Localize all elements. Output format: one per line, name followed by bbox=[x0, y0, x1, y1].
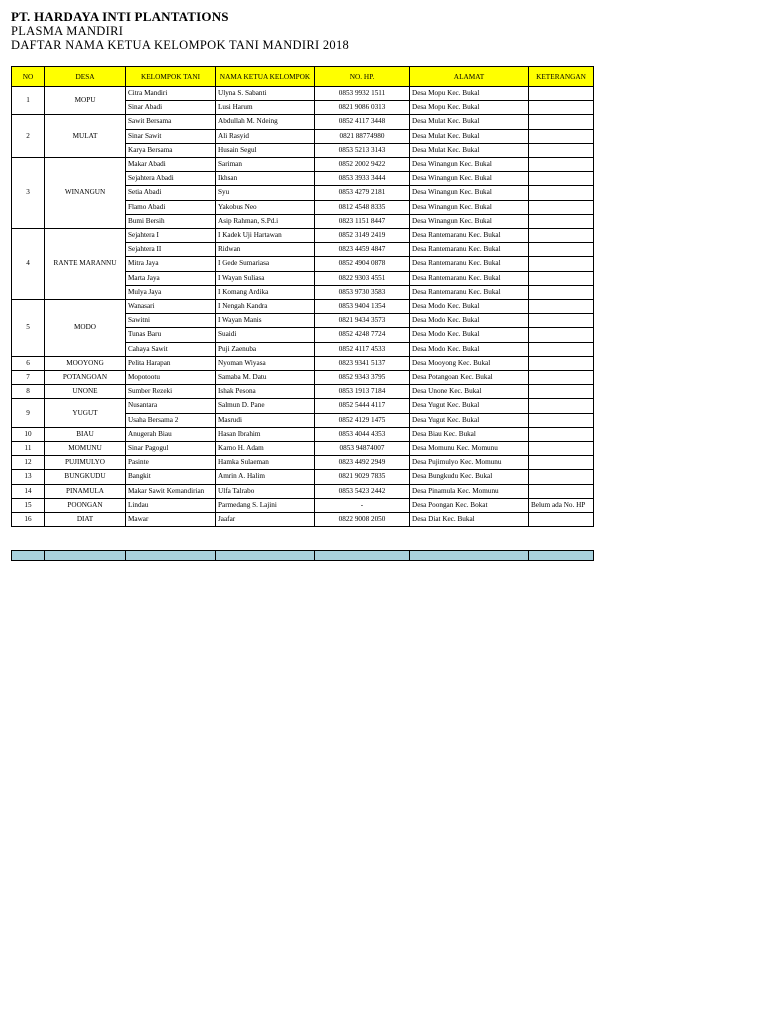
cell-alamat[interactable]: Desa Diat Kec. Bukal bbox=[410, 513, 529, 527]
cell-no[interactable]: 11 bbox=[12, 442, 45, 456]
cell-hp[interactable]: 0853 1913 7184 bbox=[315, 385, 410, 399]
cell-ketua[interactable]: Yakobus Neo bbox=[216, 200, 315, 214]
cell-keterangan[interactable] bbox=[529, 87, 594, 101]
cell-keterangan[interactable] bbox=[529, 129, 594, 143]
cell-keterangan[interactable] bbox=[529, 314, 594, 328]
cell-alamat[interactable]: Desa Winangun Kec. Bukal bbox=[410, 186, 529, 200]
cell-kelompok[interactable]: Mitra Jaya bbox=[126, 257, 216, 271]
cell-ketua[interactable]: Ikhsan bbox=[216, 172, 315, 186]
cell-kelompok[interactable]: Sejahtera II bbox=[126, 243, 216, 257]
cell-alamat[interactable]: Desa Pujimulyo Kec. Momunu bbox=[410, 456, 529, 470]
cell-alamat[interactable]: Desa Mopu Kec. Bukal bbox=[410, 87, 529, 101]
cell-keterangan[interactable] bbox=[529, 300, 594, 314]
cell-keterangan[interactable] bbox=[529, 456, 594, 470]
table-row bbox=[12, 158, 594, 172]
cell-alamat[interactable]: Desa Modo Kec. Bukal bbox=[410, 300, 529, 314]
cell-hp[interactable]: 0823 1151 8447 bbox=[315, 214, 410, 228]
cell-ketua[interactable]: Puji Zaenuba bbox=[216, 342, 315, 356]
cell-desa[interactable]: PUJIMULYO bbox=[45, 456, 126, 470]
footer-cell[interactable] bbox=[529, 551, 594, 561]
cell-hp[interactable]: 0853 5423 2442 bbox=[315, 484, 410, 498]
table-row bbox=[12, 115, 594, 129]
cell-alamat[interactable]: Desa Yugut Kec. Bukal bbox=[410, 413, 529, 427]
col-header-kelompok[interactable]: KELOMPOK TANI bbox=[126, 67, 216, 87]
cell-ketua[interactable]: Ishak Pesona bbox=[216, 385, 315, 399]
cell-kelompok[interactable]: Pasinte bbox=[126, 456, 216, 470]
footer-cell[interactable] bbox=[410, 551, 529, 561]
cell-no[interactable]: 10 bbox=[12, 427, 45, 441]
table-row bbox=[12, 399, 594, 413]
cell-kelompok[interactable]: Mawar bbox=[126, 513, 216, 527]
footer-cell[interactable] bbox=[45, 551, 126, 561]
cell-alamat[interactable]: Desa Rantemaranu Kec. Bukal bbox=[410, 257, 529, 271]
cell-keterangan[interactable] bbox=[529, 342, 594, 356]
cell-keterangan[interactable] bbox=[529, 371, 594, 385]
cell-kelompok[interactable]: Sinar Pagogul bbox=[126, 442, 216, 456]
cell-hp[interactable]: 0852 3149 2419 bbox=[315, 229, 410, 243]
cell-kelompok[interactable]: Marta Jaya bbox=[126, 271, 216, 285]
cell-alamat[interactable]: Desa Mulat Kec. Bukal bbox=[410, 115, 529, 129]
cell-keterangan[interactable] bbox=[529, 143, 594, 157]
cell-kelompok[interactable]: Sinar Abadi bbox=[126, 101, 216, 115]
cell-ketua[interactable]: Hamka Sulaeman bbox=[216, 456, 315, 470]
cell-no[interactable]: 13 bbox=[12, 470, 45, 484]
cell-hp[interactable]: 0852 5444 4117 bbox=[315, 399, 410, 413]
cell-desa[interactable]: DIAT bbox=[45, 513, 126, 527]
table-row bbox=[12, 300, 594, 314]
cell-no[interactable]: 7 bbox=[12, 371, 45, 385]
cell-ketua[interactable]: Suaidi bbox=[216, 328, 315, 342]
cell-keterangan[interactable] bbox=[529, 356, 594, 370]
cell-keterangan[interactable] bbox=[529, 513, 594, 527]
cell-no[interactable]: 5 bbox=[12, 300, 45, 357]
col-header-alamat[interactable]: ALAMAT bbox=[410, 67, 529, 87]
cell-hp[interactable]: 0821 9029 7835 bbox=[315, 470, 410, 484]
cell-kelompok[interactable]: Cahaya Sawit bbox=[126, 342, 216, 356]
cell-alamat[interactable]: Desa Mulat Kec. Bukal bbox=[410, 143, 529, 157]
cell-kelompok[interactable]: Wanasari bbox=[126, 300, 216, 314]
cell-no[interactable]: 8 bbox=[12, 385, 45, 399]
cell-hp[interactable]: 0852 9343 3795 bbox=[315, 371, 410, 385]
table-row bbox=[12, 229, 594, 243]
table-body bbox=[12, 87, 594, 527]
cell-kelompok[interactable]: Usaha Bersama 2 bbox=[126, 413, 216, 427]
cell-alamat[interactable]: Desa Modo Kec. Bukal bbox=[410, 314, 529, 328]
cell-alamat[interactable]: Desa Rantemaranu Kec. Bukal bbox=[410, 271, 529, 285]
cell-alamat[interactable]: Desa Winangun Kec. Bukal bbox=[410, 214, 529, 228]
cell-no[interactable]: 16 bbox=[12, 513, 45, 527]
cell-kelompok[interactable]: Mulya Jaya bbox=[126, 285, 216, 299]
cell-kelompok[interactable]: Bumi Bersih bbox=[126, 214, 216, 228]
cell-ketua[interactable]: Ali Rasyid bbox=[216, 129, 315, 143]
cell-desa[interactable]: PINAMULA bbox=[45, 484, 126, 498]
cell-no[interactable]: 2 bbox=[12, 115, 45, 158]
table-row bbox=[12, 427, 594, 441]
cell-alamat[interactable]: Desa Rantemaranu Kec. Bukal bbox=[410, 243, 529, 257]
cell-ketua[interactable]: Ridwan bbox=[216, 243, 315, 257]
cell-alamat[interactable]: Desa Modo Kec. Bukal bbox=[410, 342, 529, 356]
cell-hp[interactable]: 0823 9341 5137 bbox=[315, 356, 410, 370]
cell-keterangan[interactable] bbox=[529, 328, 594, 342]
table-row bbox=[12, 513, 594, 527]
cell-no[interactable]: 6 bbox=[12, 356, 45, 370]
cell-desa[interactable]: YUGUT bbox=[45, 399, 126, 427]
cell-keterangan[interactable] bbox=[529, 243, 594, 257]
cell-ketua[interactable]: I Komang Ardika bbox=[216, 285, 315, 299]
cell-desa[interactable]: MOOYONG bbox=[45, 356, 126, 370]
cell-kelompok[interactable]: Flamo Abadi bbox=[126, 200, 216, 214]
cell-ketua[interactable]: Masrudi bbox=[216, 413, 315, 427]
cell-hp[interactable]: 0852 4117 4533 bbox=[315, 342, 410, 356]
table-row bbox=[12, 498, 594, 512]
cell-keterangan[interactable] bbox=[529, 442, 594, 456]
cell-alamat[interactable]: Desa Winangun Kec. Bukal bbox=[410, 200, 529, 214]
cell-ketua[interactable]: Abdullah M. Ndeing bbox=[216, 115, 315, 129]
cell-keterangan[interactable] bbox=[529, 470, 594, 484]
cell-keterangan[interactable]: Belum ada No. HP bbox=[529, 498, 594, 512]
col-header-ketua[interactable]: NAMA KETUA KELOMPOK bbox=[216, 67, 315, 87]
cell-ketua[interactable]: Syu bbox=[216, 186, 315, 200]
cell-kelompok[interactable]: Makar Abadi bbox=[126, 158, 216, 172]
cell-hp[interactable]: 0821 9086 0313 bbox=[315, 101, 410, 115]
cell-kelompok[interactable]: Anugerah Biau bbox=[126, 427, 216, 441]
cell-ketua[interactable]: Ulfa Talrabo bbox=[216, 484, 315, 498]
cell-keterangan[interactable] bbox=[529, 399, 594, 413]
cell-kelompok[interactable]: Sawit Bersama bbox=[126, 115, 216, 129]
table-row bbox=[12, 385, 594, 399]
cell-alamat[interactable]: Desa Mooyong Kec. Bukal bbox=[410, 356, 529, 370]
cell-kelompok[interactable]: Setia Abadi bbox=[126, 186, 216, 200]
cell-no[interactable]: 3 bbox=[12, 158, 45, 229]
cell-no[interactable]: 12 bbox=[12, 456, 45, 470]
cell-ketua[interactable]: Salmun D. Pane bbox=[216, 399, 315, 413]
farmer-group-table bbox=[11, 66, 594, 527]
cell-desa[interactable]: MOMUNU bbox=[45, 442, 126, 456]
cell-no[interactable]: 15 bbox=[12, 498, 45, 512]
cell-ketua[interactable]: Amrin A. Halim bbox=[216, 470, 315, 484]
cell-alamat[interactable]: Desa Mopu Kec. Bukal bbox=[410, 101, 529, 115]
cell-keterangan[interactable] bbox=[529, 200, 594, 214]
footer-cell[interactable] bbox=[216, 551, 315, 561]
cell-desa[interactable]: POONGAN bbox=[45, 498, 126, 512]
cell-kelompok[interactable]: Sejahtera I bbox=[126, 229, 216, 243]
col-header-desa[interactable]: DESA bbox=[45, 67, 126, 87]
empty-footer-row bbox=[11, 550, 594, 561]
cell-keterangan[interactable] bbox=[529, 101, 594, 115]
cell-hp[interactable]: 0853 9730 3583 bbox=[315, 285, 410, 299]
cell-alamat[interactable]: Desa Winangun Kec. Bukal bbox=[410, 158, 529, 172]
cell-ketua[interactable]: Asip Rahman, S.Pd.i bbox=[216, 214, 315, 228]
cell-keterangan[interactable] bbox=[529, 158, 594, 172]
cell-hp[interactable]: 0853 4279 2181 bbox=[315, 186, 410, 200]
document-title: DAFTAR NAMA KETUA KELOMPOK TANI MANDIRI 2018 bbox=[11, 38, 350, 52]
document-header bbox=[11, 9, 349, 52]
cell-hp[interactable]: - bbox=[315, 498, 410, 512]
cell-desa[interactable]: UNONE bbox=[45, 385, 126, 399]
cell-hp[interactable]: 0853 4044 4353 bbox=[315, 427, 410, 441]
cell-hp[interactable]: 0853 9932 1511 bbox=[315, 87, 410, 101]
col-header-no[interactable]: NO bbox=[12, 67, 45, 87]
cell-keterangan[interactable] bbox=[529, 271, 594, 285]
col-header-keterangan[interactable]: KETERANGAN bbox=[529, 67, 594, 87]
table-row bbox=[12, 442, 594, 456]
cell-hp[interactable]: 0853 9404 1354 bbox=[315, 300, 410, 314]
cell-kelompok[interactable]: Karya Bersama bbox=[126, 143, 216, 157]
cell-hp[interactable]: 0852 4129 1475 bbox=[315, 413, 410, 427]
cell-alamat[interactable]: Desa Yugut Kec. Bukal bbox=[410, 399, 529, 413]
cell-keterangan[interactable] bbox=[529, 214, 594, 228]
cell-keterangan[interactable] bbox=[529, 115, 594, 129]
cell-ketua[interactable]: Samaba M. Datu bbox=[216, 371, 315, 385]
cell-desa[interactable]: BIAU bbox=[45, 427, 126, 441]
cell-alamat[interactable]: Desa Poongan Kec. Bokat bbox=[410, 498, 529, 512]
cell-alamat[interactable]: Desa Rantemaranu Kec. Bukal bbox=[410, 229, 529, 243]
cell-hp[interactable]: 0822 9008 2050 bbox=[315, 513, 410, 527]
cell-ketua[interactable]: I Nengah Kandra bbox=[216, 300, 315, 314]
cell-hp[interactable]: 0852 4904 0878 bbox=[315, 257, 410, 271]
cell-keterangan[interactable] bbox=[529, 484, 594, 498]
cell-ketua[interactable]: Lusi Harum bbox=[216, 101, 315, 115]
cell-keterangan[interactable] bbox=[529, 413, 594, 427]
cell-ketua[interactable]: I Wayan Suliasa bbox=[216, 271, 315, 285]
cell-hp[interactable]: 0821 9434 3573 bbox=[315, 314, 410, 328]
footer-cell[interactable] bbox=[126, 551, 216, 561]
cell-hp[interactable]: 0812 4548 8335 bbox=[315, 200, 410, 214]
cell-desa[interactable]: MODO bbox=[45, 300, 126, 357]
cell-ketua[interactable]: I Kadek Uji Hartawan bbox=[216, 229, 315, 243]
footer-cell[interactable] bbox=[315, 551, 410, 561]
cell-ketua[interactable]: Hasan Ibrahim bbox=[216, 427, 315, 441]
cell-ketua[interactable]: Nyoman Wiyasa bbox=[216, 356, 315, 370]
cell-hp[interactable]: 0852 4248 7724 bbox=[315, 328, 410, 342]
company-name: PT. HARDAYA INTI PLANTATIONS bbox=[11, 9, 229, 24]
cell-alamat[interactable]: Desa Momunu Kec. Momunu bbox=[410, 442, 529, 456]
cell-kelompok[interactable]: Pelita Harapan bbox=[126, 356, 216, 370]
table-header-row bbox=[12, 67, 594, 87]
unit-name: PLASMA MANDIRI bbox=[11, 24, 124, 38]
cell-ketua[interactable]: Husain Segul bbox=[216, 143, 315, 157]
cell-alamat[interactable]: Desa Pinamula Kec. Momunu bbox=[410, 484, 529, 498]
table-row bbox=[12, 371, 594, 385]
cell-desa[interactable]: MULAT bbox=[45, 115, 126, 158]
cell-hp[interactable]: 0823 4492 2949 bbox=[315, 456, 410, 470]
cell-kelompok[interactable]: Lindau bbox=[126, 498, 216, 512]
cell-kelompok[interactable]: Tunas Baru bbox=[126, 328, 216, 342]
table-row bbox=[12, 484, 594, 498]
cell-ketua[interactable]: Ulyna S. Sabanti bbox=[216, 87, 315, 101]
cell-keterangan[interactable] bbox=[529, 257, 594, 271]
table-row bbox=[12, 356, 594, 370]
cell-hp[interactable]: 0853 3933 3444 bbox=[315, 172, 410, 186]
cell-alamat[interactable]: Desa Unone Kec. Bukal bbox=[410, 385, 529, 399]
cell-alamat[interactable]: Desa Rantemaranu Kec. Bukal bbox=[410, 285, 529, 299]
cell-alamat[interactable]: Desa Winangun Kec. Bukal bbox=[410, 172, 529, 186]
cell-alamat[interactable]: Desa Mulat Kec. Bukal bbox=[410, 129, 529, 143]
cell-no[interactable]: 14 bbox=[12, 484, 45, 498]
cell-kelompok[interactable]: Sumber Rezeki bbox=[126, 385, 216, 399]
cell-keterangan[interactable] bbox=[529, 427, 594, 441]
cell-hp[interactable]: 0821 88774980 bbox=[315, 129, 410, 143]
table-row bbox=[12, 456, 594, 470]
cell-desa[interactable]: RANTE MARANNU bbox=[45, 229, 126, 300]
cell-hp[interactable]: 0852 4117 3448 bbox=[315, 115, 410, 129]
cell-hp[interactable]: 0823 4459 4847 bbox=[315, 243, 410, 257]
cell-alamat[interactable]: Desa Modo Kec. Bukal bbox=[410, 328, 529, 342]
cell-desa[interactable]: POTANGOAN bbox=[45, 371, 126, 385]
cell-desa[interactable]: BUNGKUDU bbox=[45, 470, 126, 484]
footer-cell[interactable] bbox=[12, 551, 45, 561]
cell-ketua[interactable]: I Gede Sumariasa bbox=[216, 257, 315, 271]
cell-keterangan[interactable] bbox=[529, 186, 594, 200]
cell-keterangan[interactable] bbox=[529, 285, 594, 299]
cell-desa[interactable]: MOPU bbox=[45, 87, 126, 115]
cell-ketua[interactable]: Parmedang S. Lajini bbox=[216, 498, 315, 512]
cell-ketua[interactable]: Jaafar bbox=[216, 513, 315, 527]
cell-no[interactable]: 9 bbox=[12, 399, 45, 427]
table-row bbox=[12, 87, 594, 101]
cell-ketua[interactable]: I Wayan Manis bbox=[216, 314, 315, 328]
col-header-hp[interactable]: NO. HP. bbox=[315, 67, 410, 87]
cell-kelompok[interactable]: Mopotootu bbox=[126, 371, 216, 385]
cell-keterangan[interactable] bbox=[529, 229, 594, 243]
cell-alamat[interactable]: Desa Biau Kec. Bukal bbox=[410, 427, 529, 441]
cell-kelompok[interactable]: Nusantara bbox=[126, 399, 216, 413]
cell-kelompok[interactable]: Sejahtera Abadi bbox=[126, 172, 216, 186]
cell-keterangan[interactable] bbox=[529, 172, 594, 186]
cell-alamat[interactable]: Desa Potangoan Kec. Bukal bbox=[410, 371, 529, 385]
cell-ketua[interactable]: Karno H. Adam bbox=[216, 442, 315, 456]
cell-kelompok[interactable]: Makar Sawit Kemandirian bbox=[126, 484, 216, 498]
cell-ketua[interactable]: Sariman bbox=[216, 158, 315, 172]
cell-keterangan[interactable] bbox=[529, 385, 594, 399]
cell-hp[interactable]: 0853 5213 3143 bbox=[315, 143, 410, 157]
cell-kelompok[interactable]: Citra Mandiri bbox=[126, 87, 216, 101]
cell-hp[interactable]: 0822 9303 4551 bbox=[315, 271, 410, 285]
cell-no[interactable]: 1 bbox=[12, 87, 45, 115]
cell-hp[interactable]: 0853 94874007 bbox=[315, 442, 410, 456]
cell-kelompok[interactable]: Sawitni bbox=[126, 314, 216, 328]
cell-alamat[interactable]: Desa Bungkudu Kec. Bukal bbox=[410, 470, 529, 484]
cell-kelompok[interactable]: Sinar Sawit bbox=[126, 129, 216, 143]
table-row bbox=[12, 470, 594, 484]
cell-hp[interactable]: 0852 2002 9422 bbox=[315, 158, 410, 172]
cell-desa[interactable]: WINANGUN bbox=[45, 158, 126, 229]
cell-kelompok[interactable]: Bangkit bbox=[126, 470, 216, 484]
cell-no[interactable]: 4 bbox=[12, 229, 45, 300]
